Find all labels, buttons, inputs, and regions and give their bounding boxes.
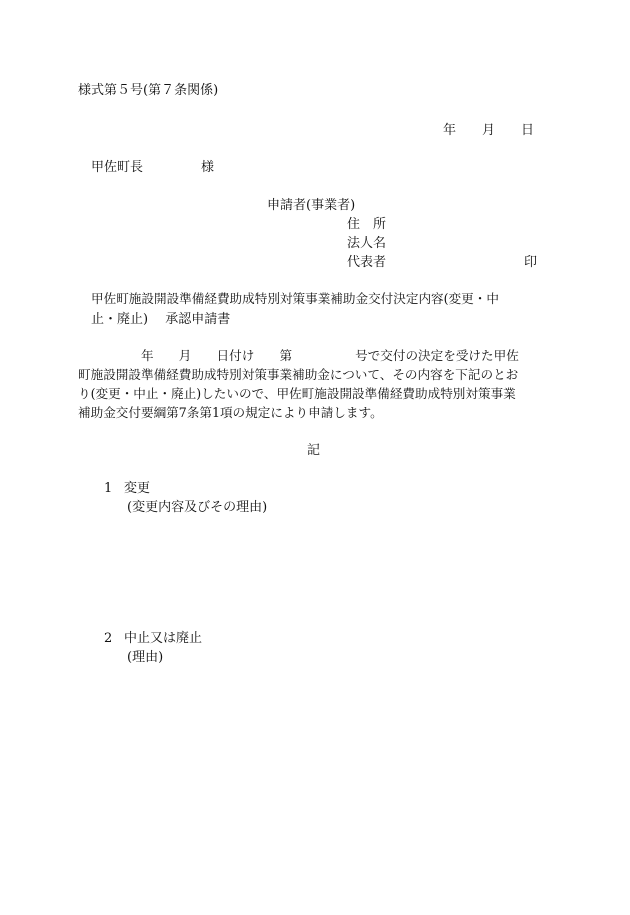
applicant-corporation-label: 法人名: [347, 236, 387, 251]
section-2-number: 2: [104, 631, 113, 646]
form-id: 様式第５号(第７条関係): [78, 83, 219, 98]
section-2-heading: 中止又は廃止: [124, 631, 203, 646]
section-1-sub: (変更内容及びその理由): [127, 500, 268, 515]
date-line: 年 月 日: [443, 123, 535, 138]
addressee-name: 甲佐町長: [91, 160, 144, 175]
body-line-2: 町施設開設準備経費助成特別対策事業補助金について、その内容を下記のとお: [78, 367, 519, 382]
seal-mark: 印: [524, 255, 538, 270]
title-line-1: 甲佐町施設開設準備経費助成特別対策事業補助金交付決定内容(変更・中: [91, 291, 499, 306]
section-1-number: 1: [104, 481, 113, 496]
section-1-heading: 変更: [124, 481, 151, 496]
title-line-2: 止・廃止) 承認申請書: [91, 312, 231, 327]
applicant-address-label: 住 所: [347, 217, 387, 232]
note-heading: 記: [307, 443, 321, 458]
body-line-3: り(変更・中止・廃止)したいので、甲佐町施設開設準備経費助成特別対策事業: [78, 386, 516, 401]
applicant-label: 申請者(事業者): [267, 198, 356, 213]
body-line-1: 年 月 日付け 第 号で交付の決定を受けた甲佐: [78, 348, 519, 363]
applicant-representative-label: 代表者: [347, 255, 387, 270]
body-line-4: 補助金交付要綱第7条第1項の規定により申請します。: [78, 405, 383, 420]
section-2-sub: (理由): [127, 650, 164, 665]
addressee-honorific: 様: [201, 160, 215, 175]
